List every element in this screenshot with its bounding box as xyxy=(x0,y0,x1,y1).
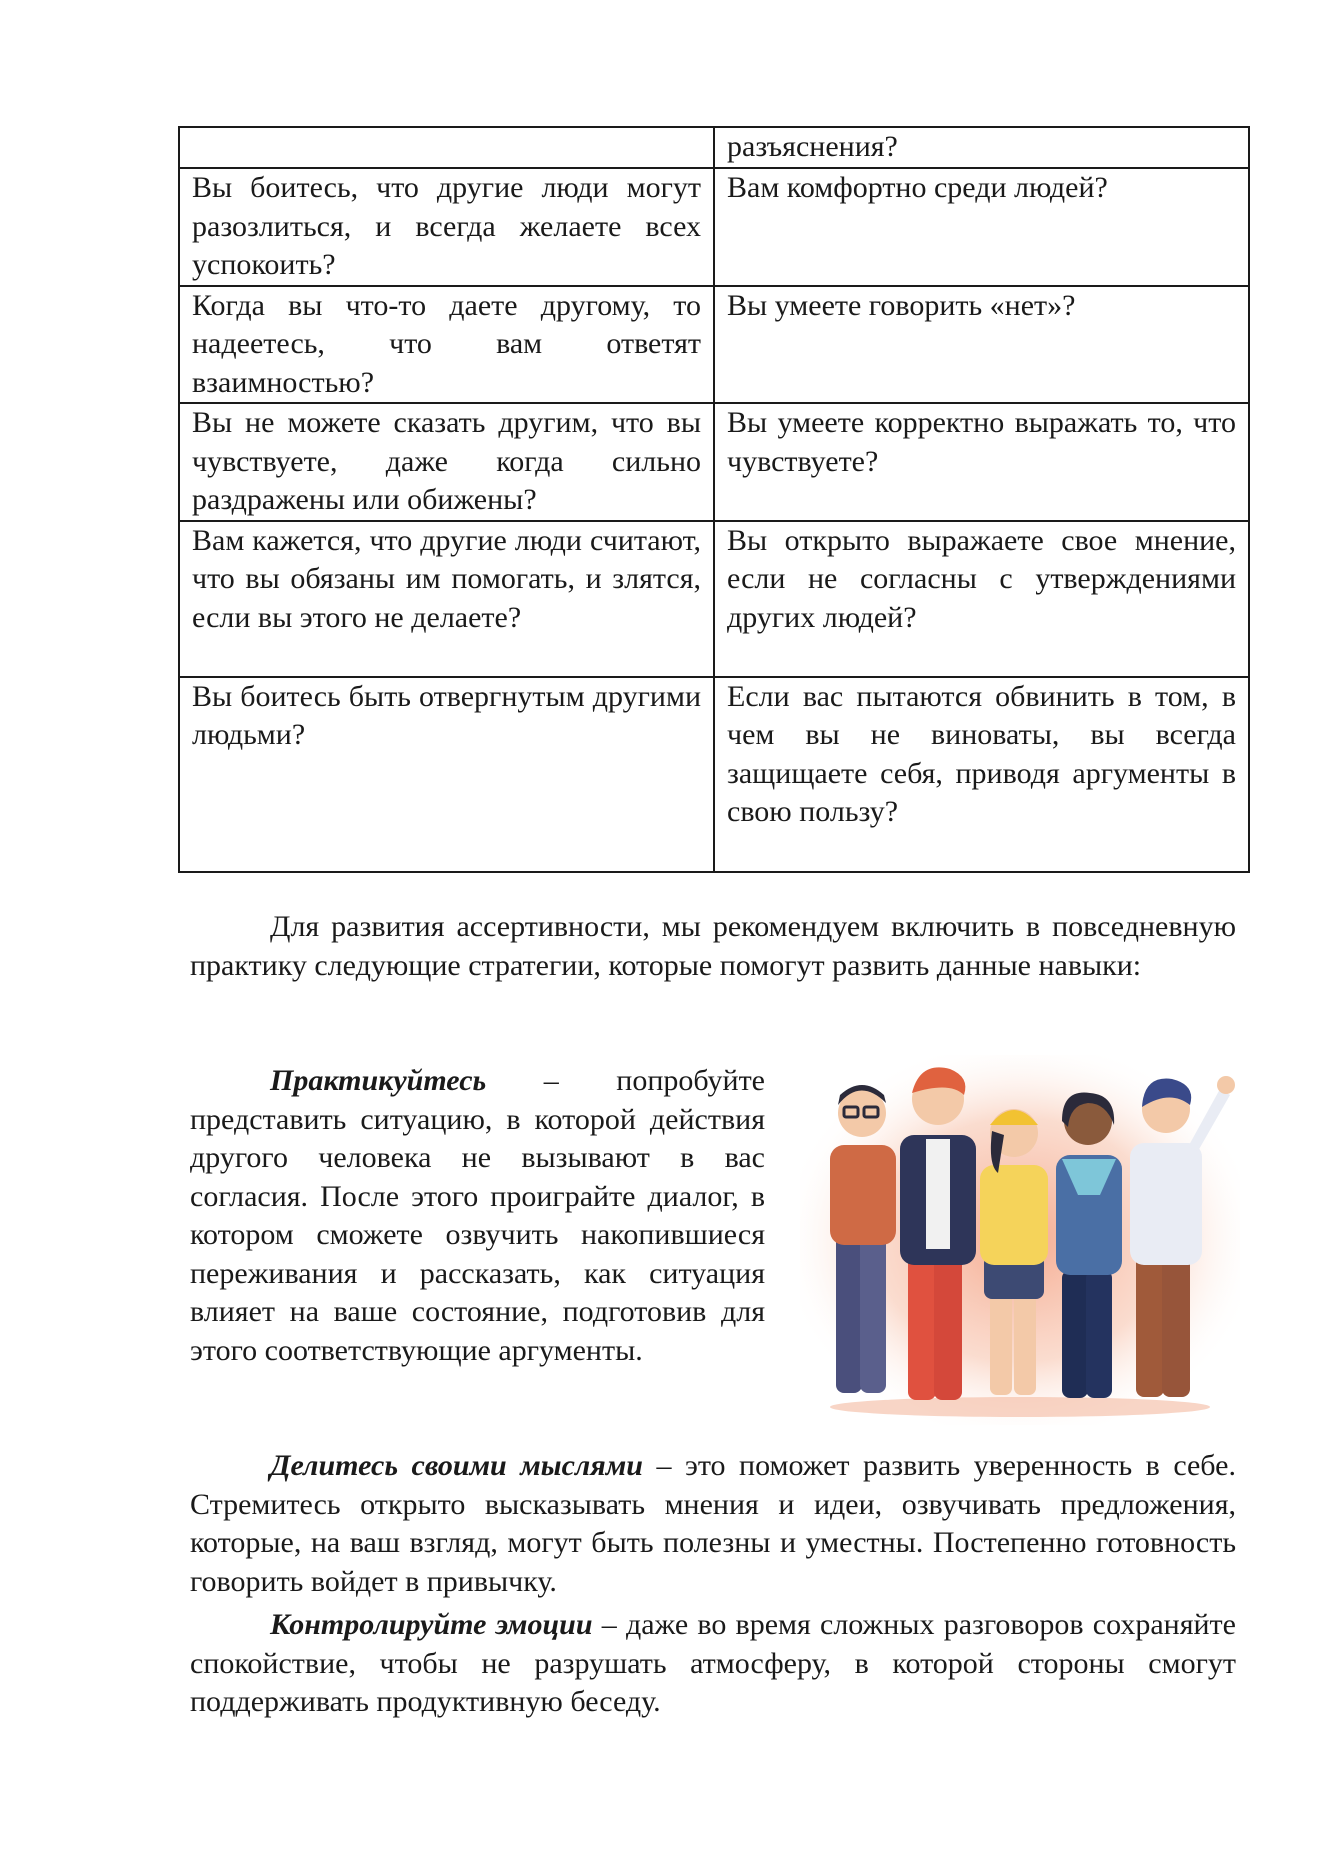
table-cell-left xyxy=(179,127,714,168)
strategy-text: – это поможет развить уверенность в себе. Стремитесь открыто высказывать мнения и идеи, озвучивать предложения, которые, на ваш взгляд, могут быть полезны и уместны. Постепенно готовность говорить войдет в привычку. xyxy=(190,1449,1236,1598)
table-cell-left: Вы не можете сказать другим, что вы чувствуете, даже когда сильно раздражены или обижены? xyxy=(179,403,714,521)
questionnaire-table xyxy=(178,126,1250,873)
strategy-text: – попробуйте представить ситуацию, в которой действия другого человека не вызывают в вас согласия. После этого проиграйте диалог, в котором сможете озвучить накопившиеся переживания и рассказать, как ситуация влияет на ваше состояние, подготовив для этого соответствующие аргументы. xyxy=(190,1064,765,1367)
table-row xyxy=(179,403,1249,521)
table-cell-right: Если вас пытаются обвинить в том, в чем вы не виноваты, вы всегда защищаете себя, приводя аргументы в свою пользу? xyxy=(714,677,1249,872)
group-of-friends-illustration xyxy=(800,1055,1240,1425)
table-cell-right: Вы умеете корректно выражать то, что чувствуете? xyxy=(714,403,1249,521)
strategy-term: Практикуйтесь xyxy=(270,1064,487,1097)
table-cell-left: Вам кажется, что другие люди считают, что вы обязаны им помогать, и злятся, если вы этого не делаете? xyxy=(179,521,714,677)
table-cell-right: Вы умеете говорить «нет»? xyxy=(714,286,1249,404)
intro-paragraph: Для развития ассертивности, мы рекомендуем включить в повседневную практику следующие стратегии, которые помогут развить данные навыки: xyxy=(190,910,1236,982)
table-cell-right: Вам комфортно среди людей? xyxy=(714,168,1249,286)
table-cell-right: разъяснения? xyxy=(714,127,1249,168)
table-row xyxy=(179,677,1249,872)
strategy-control xyxy=(190,1606,1236,1722)
strategy-term: Делитесь своими мыслями xyxy=(270,1449,643,1482)
table-row xyxy=(179,521,1249,677)
table-cell-left: Вы боитесь, что другие люди могут разозлиться, и всегда желаете всех успокоить? xyxy=(179,168,714,286)
table-row xyxy=(179,168,1249,286)
strategy-term: Контролируйте эмоции xyxy=(270,1608,593,1641)
table-cell-right: Вы открыто выражаете свое мнение, если не согласны с утверждениями других людей? xyxy=(714,521,1249,677)
strategy-practice xyxy=(190,1062,765,1370)
strategy-share xyxy=(190,1447,1236,1601)
table-row xyxy=(179,286,1249,404)
table-row xyxy=(179,127,1249,168)
table-cell-left: Когда вы что-то даете другому, то надеетесь, что вам ответят взаимностью? xyxy=(179,286,714,404)
strategy-text: – даже во время сложных разговоров сохраняйте спокойствие, чтобы не разрушать атмосферу, в которой стороны смогут поддерживать продуктивную беседу. xyxy=(190,1608,1236,1718)
table-cell-left: Вы боитесь быть отвергнутым другими людьми? xyxy=(179,677,714,872)
